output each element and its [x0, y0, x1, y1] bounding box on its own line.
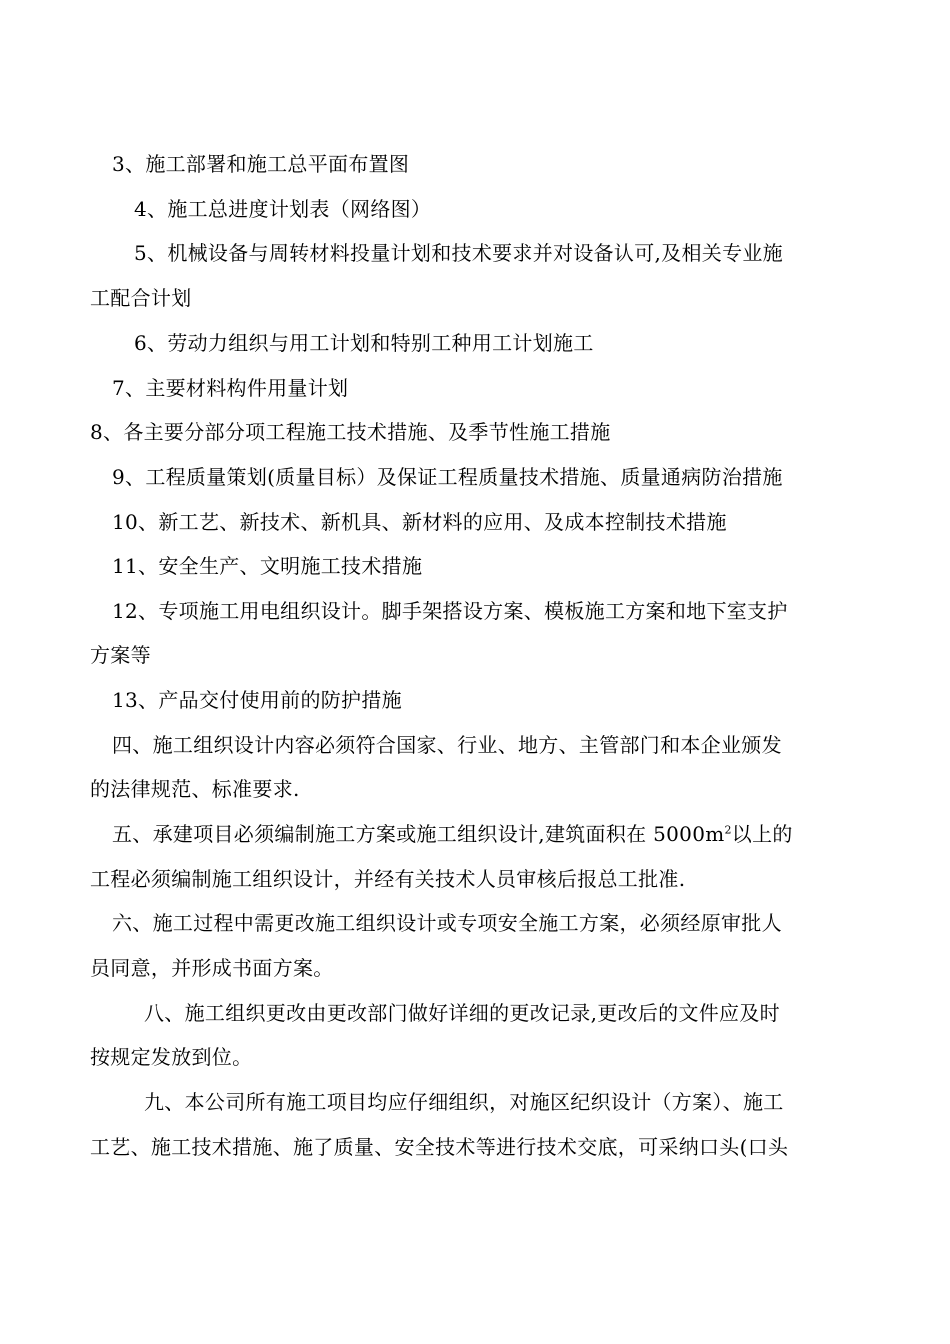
item-13: 13、产品交付使用前的防护措施 — [112, 688, 402, 712]
item-12-cont: 方案等 — [90, 643, 151, 667]
item-7: 7、主要材料构件用量计划 — [112, 376, 349, 400]
item-10: 10、新工艺、新技术、新机具、新材料的应用、及成本控制技术措施 — [112, 510, 727, 534]
section-4-cont: 的法律规范、标准要求. — [90, 777, 300, 801]
superscript-2: 2 — [724, 823, 732, 837]
section-5-text-end: 以上的 — [731, 822, 793, 846]
section-9: 九、本公司所有施工项目均应仔细组织，对施区纪织设计（方案）、施工 — [144, 1090, 784, 1114]
section-8-cont: 按规定发放到位。 — [90, 1045, 253, 1069]
section-5-cont: 工程必须编制施工组织设计，并经有关技术人员审核后报总工批准. — [90, 867, 686, 891]
section-8: 八、施工组织更改由更改部门做好详细的更改记录,更改后的文件应及时 — [144, 1001, 780, 1025]
item-6: 6、劳动力组织与用工计划和特别工种用工计划施工 — [134, 331, 594, 355]
section-6: 六、施工过程中需更改施工组织设计或专项安全施工方案，必须经原审批人 — [112, 911, 782, 935]
section-5 — [112, 822, 892, 846]
section-6-cont: 员同意，并形成书面方案。 — [90, 956, 334, 980]
item-8: 8、各主要分部分项工程施工技术措施、及季节性施工措施 — [90, 420, 611, 444]
item-11: 11、安全生产、文明施工技术措施 — [112, 554, 423, 578]
item-5-cont: 工配合计划 — [90, 286, 192, 310]
item-5: 5、机械设备与周转材料投量计划和技术要求并对设备认可,及相关专业施 — [134, 241, 783, 265]
item-3: 3、施工部署和施工总平面布置图 — [112, 152, 410, 176]
section-9-cont: 工艺、施工技术措施、施了质量、安全技术等进行技术交底，可采纳口头(口头 — [90, 1135, 789, 1159]
section-4: 四、施工组织设计内容必须符合国家、行业、地方、主管部门和本企业颁发 — [112, 733, 782, 757]
item-9: 9、工程质量策划(质量目标）及保证工程质量技术措施、质量通病防治措施 — [112, 465, 783, 489]
item-4: 4、施工总进度计划表（网络图） — [134, 197, 432, 221]
item-12: 12、专项施工用电组织设计。脚手架搭设方案、模板施工方案和地下室支护 — [112, 599, 788, 623]
section-5-text: 五、承建项目必须编制施工方案或施工组织设计,建筑面积在 5000m — [112, 822, 725, 846]
